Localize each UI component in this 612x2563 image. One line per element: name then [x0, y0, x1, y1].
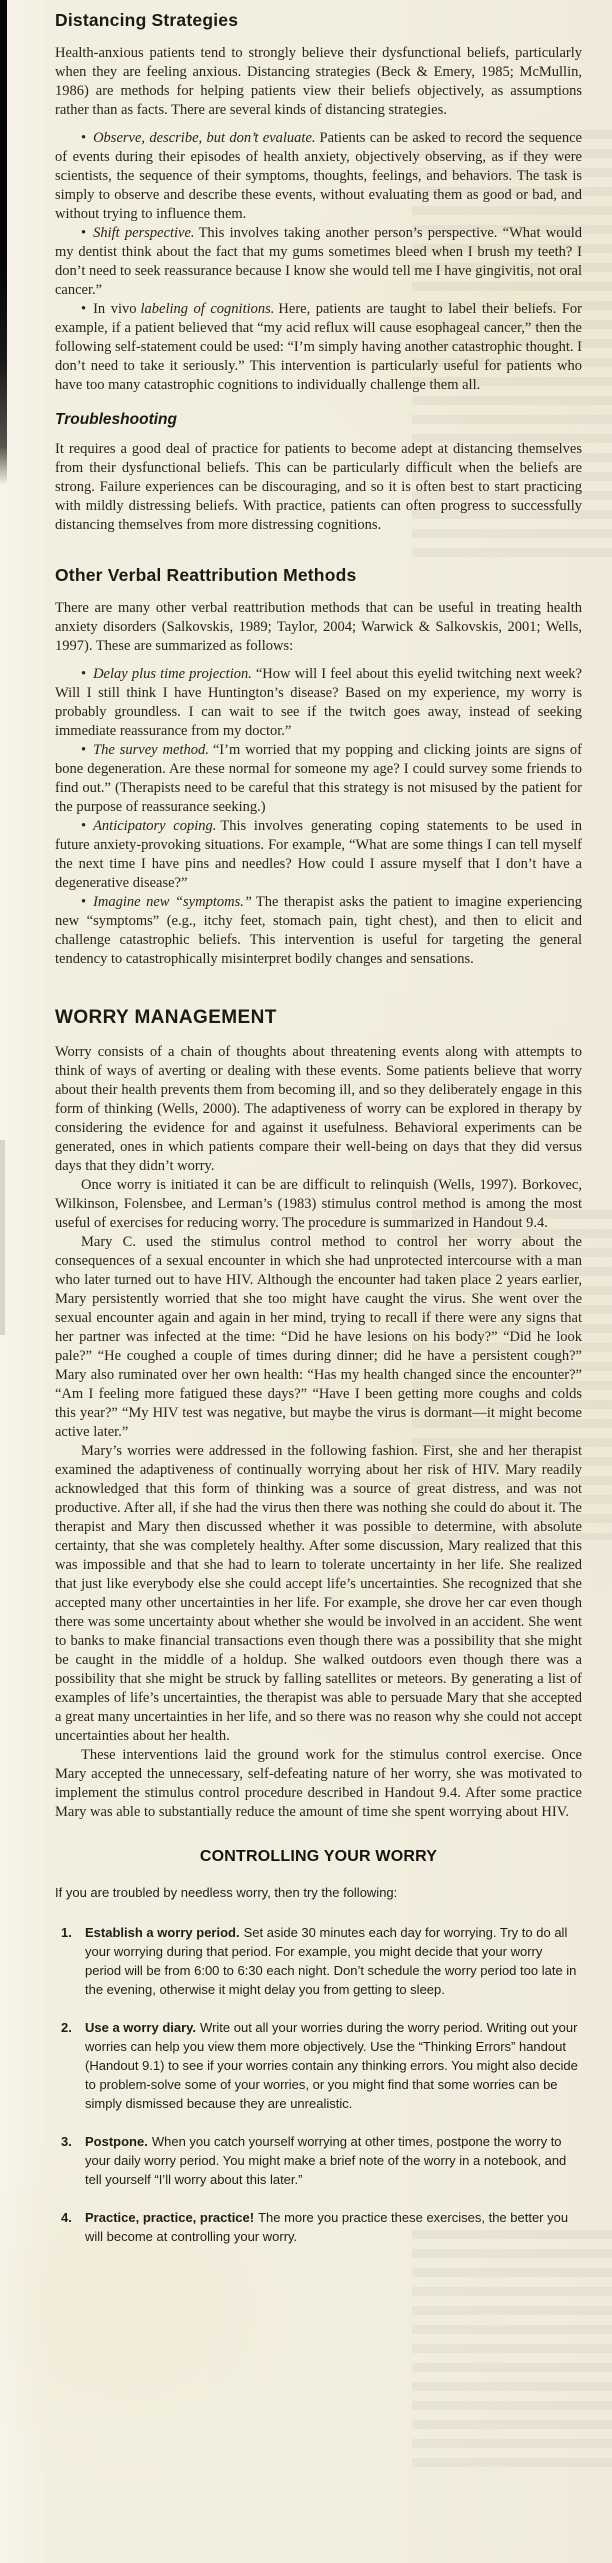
bullet-item — [55, 129, 582, 224]
troubleshooting-paragraph: It requires a good deal of practice for patients to become adept at distancing themselves from their dysfunctional beliefs. This can be particularly difficult when the beliefs are strong. Failure experiences can be discouraging, and so it is often best to start practicing with mildly distressing beliefs. With practice, patients can often progress to successfully distancing themselves from more distressing cognitions. — [55, 441, 582, 533]
handout-intro: If you are troubled by needless worry, then try the following: — [55, 1885, 398, 1900]
bullet-text: “How will I feel about this eyelid twitching next week? Will I still think I have Huntington’s disease? Based on my experience, my worry is probably groundless. I can wait to see if the twitch goes away, instead of seeking immediate reassurance from my doctor.” — [55, 666, 582, 739]
other-methods-bullet-list — [55, 665, 582, 969]
bullet-item — [55, 893, 582, 969]
bullet-text: “I’m worried that my popping and clicking joints are signs of bone degeneration. Are these normal for someone my age? I could survey some friends to find out.” (Therapists need to be careful that this strategy is not misused by the patient for the purpose of reassurance seeking.) — [55, 742, 583, 815]
worry-management-heading: WORRY MANAGEMENT — [55, 1007, 277, 1028]
bullet-text: The therapist asks the patient to imagine experiencing new “symptoms” (e.g., itchy feet, stomach pain, tight chest), and then to elicit and challenge catastrophic beliefs. This intervention is useful for targeting the general tendency to catastrophically misinterpret bodily changes and sensations. — [55, 894, 582, 967]
controlling-worry-handout — [55, 1848, 582, 2246]
handout-item-lead: Establish a worry period. — [85, 1925, 240, 1940]
worry-paragraph: Worry consists of a chain of thoughts about threatening events along with attempts to think of ways of averting or dealing with these events. Some patients believe that worry about their health prevents them from becoming ill, and so they deliberately engage in this form of thinking (Wells, 2000). The adaptiveness of worry can be explored in therapy by considering the evidence for and against it usefulness. Behavioral experiments can be generated, ones in which patients compare their well-being on days that they did versus days that they didn’t worry. — [55, 1044, 582, 1174]
bullet-lead: Observe, describe, but don’t evaluate. — [93, 130, 316, 146]
handout-item-text: The more you practice these exercises, the better you will become at controlling your worry. — [85, 2210, 569, 2244]
handout-item-number: 1. — [61, 1925, 72, 1940]
handout-item-lead: Use a worry diary. — [85, 2020, 197, 2035]
bullet-icon: • — [81, 301, 87, 317]
bullet-icon: • — [81, 742, 87, 758]
handout-item-body — [85, 1923, 582, 1999]
worry-paragraph: These interventions laid the ground work for the stimulus control exercise. Once Mary accepted the unnecessary, self-defeating nature of her worry, she was motivated to implement the stimulus control procedure described in Handout 9.4. After some practice Mary was able to substantially reduce the amount of time she spent worrying about HIV. — [55, 1747, 582, 1820]
handout-item-number: 4. — [61, 2210, 72, 2225]
other-methods-heading: Other Verbal Reattribution Methods — [55, 565, 357, 585]
bullet-icon: • — [81, 666, 87, 682]
handout-item — [55, 1923, 582, 1999]
handout-item-text: Set aside 30 minutes each day for worrying. Try to do all your worrying during that period. For example, you might decide that your worry period will be from 6:00 to 6:30 each night. Don’t schedule the worry period too late in the evening, otherwise it might delay you from getting to sleep. — [85, 1925, 577, 1997]
troubleshooting-heading: Troubleshooting — [55, 411, 177, 428]
other-methods-intro: There are many other verbal reattribution methods that can be useful in treating health anxiety disorders (Salkovskis, 1989; Taylor, 2004; Warwick & Salkovskis, 2001; Wells, 1997). These are summarized as follows: — [55, 600, 582, 654]
bullet-lead: Imagine new “symptoms.” — [93, 894, 252, 910]
bullet-lead: Anticipatory coping. — [93, 818, 217, 834]
bullet-text: This involves generating coping statements to be used in future anxiety-provoking situations. For example, “What are some things I can tell myself the next time I have pins and needles? How could I assure myself that I don’t have a degenerative disease?” — [55, 818, 582, 891]
worry-paragraph: Mary’s worries were addressed in the following fashion. First, she and her therapist examined the adaptiveness of continually worrying about her risk of HIV. Mary readily acknowledged that this form of thinking was a source of great distress, and was not productive. After all, if she had the virus then there was nothing she could do about it. The therapist and Mary then discussed whether it was possible to determine, with absolute certainty, that she was completely healthy. After some discussion, Mary realized that this was impossible and that she had to learn to tolerate uncertainty in her life. She realized that just like everybody else she could accept life’s uncertainties. She recognized that she accepted many other uncertainties in her life. For example, she drove her car even though there was some uncertainty about whether she would be involved in an accident. She went to banks to make financial transactions even though there was a possibility that she might be caught in the middle of a holdup. She walked outdoors even though there was a possibility that she might be struck by falling satellites or meteors. By generating a list of examples of life’s uncertainties, the therapist was able to persuade Mary that she accepted a great many uncertainties in her life, and so there was no reason why she could not accept uncertainties about her health. — [55, 1443, 582, 1744]
distancing-heading: Distancing Strategies — [55, 10, 239, 30]
bullet-lead: Delay plus time projection. — [93, 666, 252, 682]
handout-item-lead: Postpone. — [85, 2134, 148, 2149]
handout-item-body — [85, 2018, 582, 2113]
handout-item-body — [85, 2132, 582, 2189]
bullet-icon: • — [81, 130, 87, 146]
bullet-item — [55, 665, 582, 741]
handout-item — [55, 2018, 582, 2113]
worry-paragraph: Mary C. used the stimulus control method to control her worry about the consequences of a sexual encounter in which she had unprotected intercourse with a man who later turned out to have HIV. Although the encounter had taken place 2 years earlier, Mary persistently worried that she too might have caught the virus. She went over the sexual encounter again and again in her mind, trying to recall if there were any signs that her partner was infected at the time: “Did he have lesions on his body?” “Did he look pale?” “He coughed a couple of times during dinner; did he have a persistent cough?” Mary also ruminated over her own health: “Has my health changed since the encounter?” “Am I feeling more fatigued these days?” “Have I been getting more coughs and colds this year?” “My HIV test was negative, but maybe the virus is dormant—it might become active later.” — [55, 1234, 582, 1440]
distancing-bullet-list — [55, 129, 582, 395]
handout-item-text: Write out all your worries during the worry period. Writing out your worries can help you view them more objectively. Use the “Thinking Errors” handout (Handout 9.1) to see if your worries contain any thinking errors. You might also decide to problem-solve some of your worries, or you might find that some worries can be simply dismissed because they are unrealistic. — [85, 2020, 578, 2111]
handout-item-number: 3. — [61, 2134, 72, 2149]
page-bleedthrough — [412, 2230, 612, 2470]
distancing-intro: Health-anxious patients tend to strongly believe their dysfunctional beliefs, particularly when they are feeling anxious. Distancing strategies (Beck & Emery, 1985; McMullin, 1986) are methods for helping patients view their beliefs objectively, as assumptions rather than as facts. There are several kinds of distancing strategies. — [55, 45, 582, 118]
bullet-item — [55, 741, 582, 817]
handout-item — [55, 2208, 582, 2246]
handout-item-lead: Practice, practice, practice! — [85, 2210, 255, 2225]
worry-paragraph: Once worry is initiated it can be are difficult to relinquish (Wells, 1997). Borkovec, Wilkinson, Folensbee, and Lerman’s (1983) stimulus control method is among the most useful of exercises for reducing worry. The procedure is summarized in Handout 9.4. — [55, 1177, 582, 1231]
handout-heading: CONTROLLING YOUR WORRY — [199, 1848, 438, 1865]
handout-item-text: When you catch yourself worrying at other times, postpone the worry to your daily worry period. You might make a brief note of the worry in a notebook, and tell yourself “I’ll worry about this later.” — [85, 2134, 567, 2187]
bullet-text: Here, patients are taught to label their beliefs. For example, if a patient believed that “my acid reflux will cause esophageal cancer,” then the following self-statement could be used: “I’m simply having another catastrophic thought. I don’t need to take it seriously.” This intervention is particularly useful for patients who have too many catastrophic cognitions to individually challenge them all. — [55, 301, 582, 393]
bullet-lead: labeling of cognitions. — [140, 301, 275, 317]
bullet-item — [55, 300, 582, 395]
bullet-item — [55, 817, 582, 893]
bullet-item — [55, 224, 582, 300]
handout-item-number: 2. — [61, 2020, 72, 2035]
bullet-text: Patients can be asked to record the sequence of events during their episodes of health anxiety, objectively observing, as if they were scientists, the sequence of their symptoms, thoughts, feelings, and behaviors. The task is simply to observe and describe these events, without evaluating them as good or bad, and without trying to influence them. — [55, 130, 582, 222]
bullet-icon: • — [81, 225, 87, 241]
handout-item-body — [85, 2208, 582, 2246]
bullet-text: This involves taking another person’s perspective. “What would my dentist think about the fact that my gums sometimes bleed when I brush my teeth? I don’t need to seek reassurance because I know she would tell me I have gingivitis, not oral cancer.” — [55, 225, 582, 298]
bullet-pre: In vivo — [93, 301, 137, 317]
bullet-lead: The survey method. — [93, 742, 209, 758]
bullet-icon: • — [81, 818, 87, 834]
bullet-lead: Shift perspective. — [93, 225, 195, 241]
bullet-icon: • — [81, 894, 87, 910]
handout-item — [55, 2132, 582, 2189]
